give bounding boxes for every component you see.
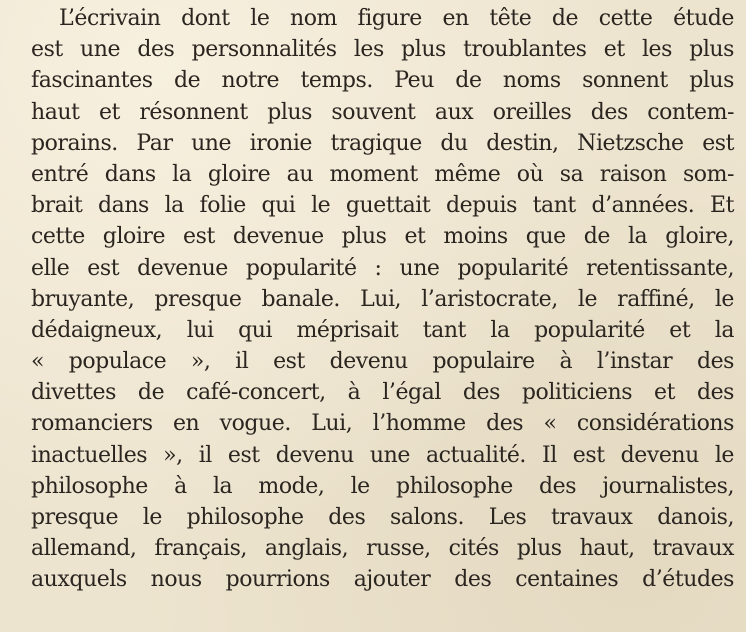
text-line: philosophe à la mode, le philosophe des journalistes, — [31, 473, 734, 499]
text-line: L’écrivain dont le nom figure en tête de cette étude — [59, 6, 734, 31]
text-line: presque le philosophe des salons. Les travaux danois, — [31, 505, 734, 530]
text-line: fascinantes de notre temps. Peu de noms sonnent plus — [31, 68, 734, 94]
paragraph — [31, 3, 734, 596]
text-line: elle est devenue popularité : une popularité retentissante, — [31, 255, 734, 281]
text-line: bruyante, presque banale. Lui, l’aristocrate, le raffiné, le — [31, 286, 734, 312]
text-line: cette gloire est devenue plus et moins que de la gloire, — [31, 224, 734, 250]
text-line: auxquels nous pourrions ajouter des centaines d’études — [31, 567, 734, 593]
text-line: est une des personnalités les plus troublantes et les plus — [31, 37, 734, 63]
text-line: romanciers en vogue. Lui, l’homme des « considérations — [31, 411, 734, 437]
text-line: inactuelles », il est devenu une actualité. Il est devenu le — [31, 442, 734, 468]
text-line: allemand, français, anglais, russe, cités plus haut, travaux — [31, 536, 734, 562]
text-line: haut et résonnent plus souvent aux oreilles des contem- — [31, 99, 734, 125]
text-line: divettes de café-concert, à l’égal des politiciens et des — [31, 380, 734, 406]
text-line: « populace », il est devenu populaire à l’instar des — [31, 349, 734, 375]
text-line: entré dans la gloire au moment même où sa raison som- — [31, 161, 734, 187]
text-line: dédaigneux, lui qui méprisait tant la popularité et la — [31, 317, 734, 343]
text-line: brait dans la folie qui le guettait depuis tant d’années. Et — [31, 193, 734, 219]
text-line: porains. Par une ironie tragique du destin, Nietzsche est — [31, 130, 734, 156]
